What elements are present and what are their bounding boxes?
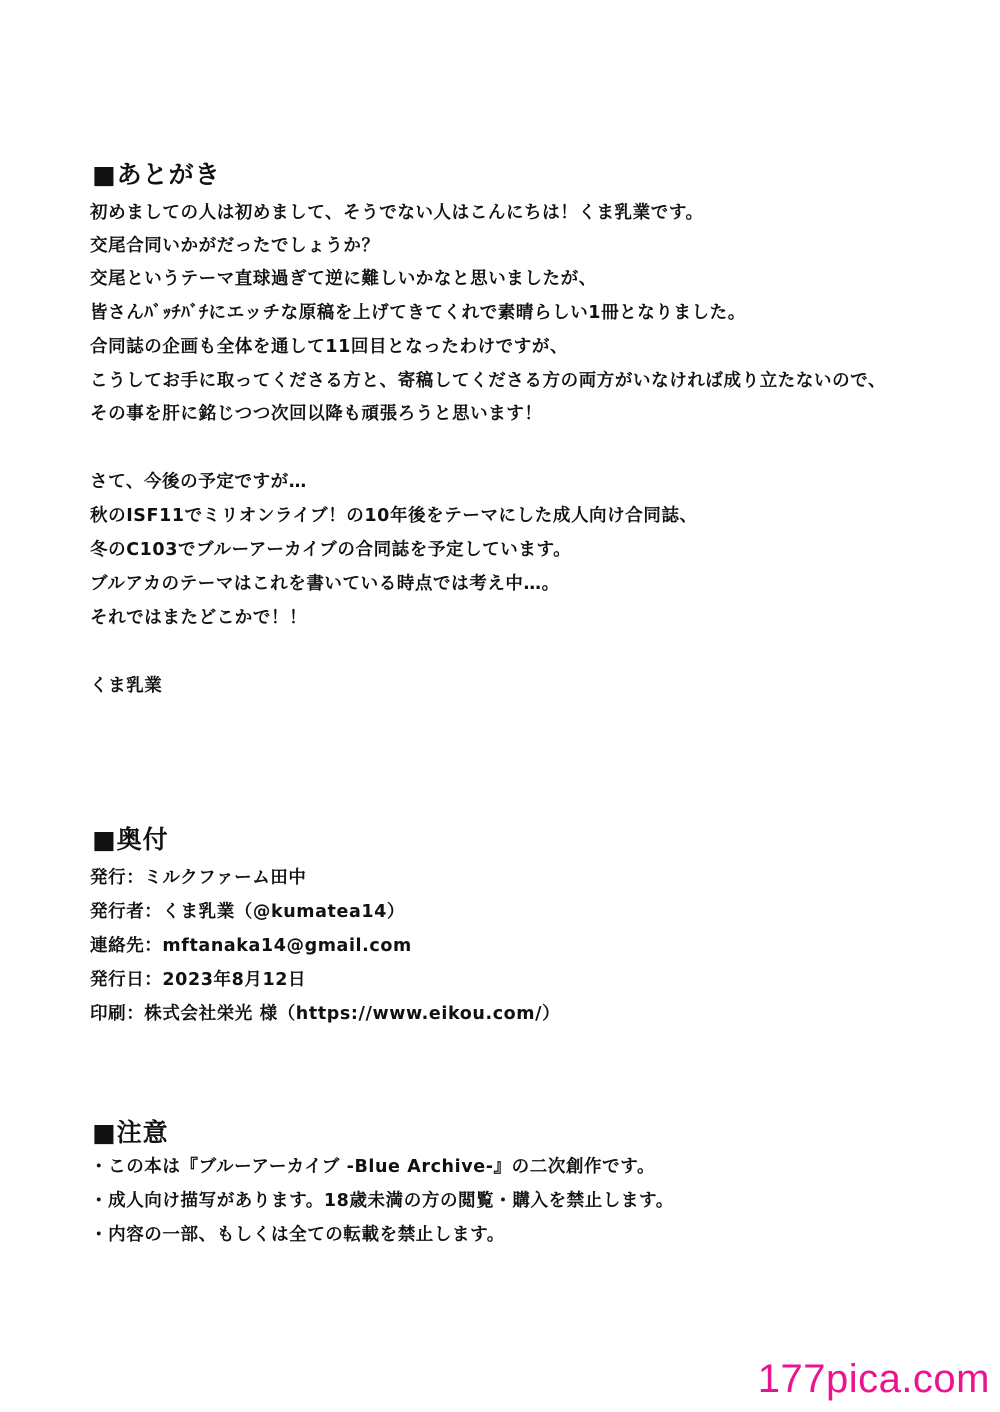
notice-item: ・内容の一部、もしくは全ての転載を禁止します。 <box>90 1225 505 1245</box>
colophon-row: 連絡先：mftanaka14@gmail.com <box>90 936 412 956</box>
colophon-row: 発行者：くま乳業（@kumatea14） <box>90 902 406 922</box>
watermark-text: 177pica.com <box>757 1357 990 1401</box>
afterword-line: 合同誌の企画も全体を通して11回目となったわけですが、 <box>90 337 569 357</box>
afterword-line: 交尾というテーマ直球過ぎて逆に難しいかなと思いましたが、 <box>90 269 597 289</box>
colophon-heading: ■奥付 <box>92 825 169 854</box>
afterword-line: 皆さんﾊﾞｯﾁﾊﾞﾁにエッチな原稿を上げてきてくれで素晴らしい1冊となりました。 <box>90 303 746 323</box>
afterword-line: こうしてお手に取ってくださる方と、寄稿してくださる方の両方がいなければ成り立たないので、 <box>90 371 887 391</box>
afterword-line: さて、今後の予定ですが… <box>90 472 307 492</box>
afterword-line: 交尾合同いかがだったでしょうか？ <box>90 236 380 256</box>
afterword-line: 冬のC103でブルーアーカイブの合同誌を予定しています。 <box>90 540 572 560</box>
afterword-line: ブルアカのテーマはこれを書いている時点では考え中…。 <box>90 574 560 594</box>
afterword-line: その事を肝に銘じつつ次回以降も頑張ろうと思います！ <box>90 404 543 424</box>
colophon-row: 発行日：2023年8月12日 <box>90 970 307 990</box>
afterword-line: 秋のISF11でミリオンライブ！の10年後をテーマにした成人向け合同誌、 <box>90 506 698 526</box>
notice-item: ・成人向け描写があります。18歳未満の方の閲覧・購入を禁止します。 <box>90 1191 674 1211</box>
afterword-line: それではまたどこかで！！ <box>90 608 308 628</box>
notice-heading: ■注意 <box>92 1118 169 1147</box>
afterword-signature: くま乳業 <box>90 676 163 696</box>
afterword-heading: ■あとがき <box>92 160 221 189</box>
notice-item: ・この本は『ブルーアーカイブ -Blue Archive-』の二次創作です。 <box>90 1157 656 1177</box>
colophon-row: 発行：ミルクファーム田中 <box>90 868 307 888</box>
colophon-row: 印刷：株式会社栄光 様（https://www.eikou.com/） <box>90 1004 561 1024</box>
afterword-line: 初めましての人は初めまして、そうでない人はこんにちは！くま乳業です。 <box>90 203 704 223</box>
